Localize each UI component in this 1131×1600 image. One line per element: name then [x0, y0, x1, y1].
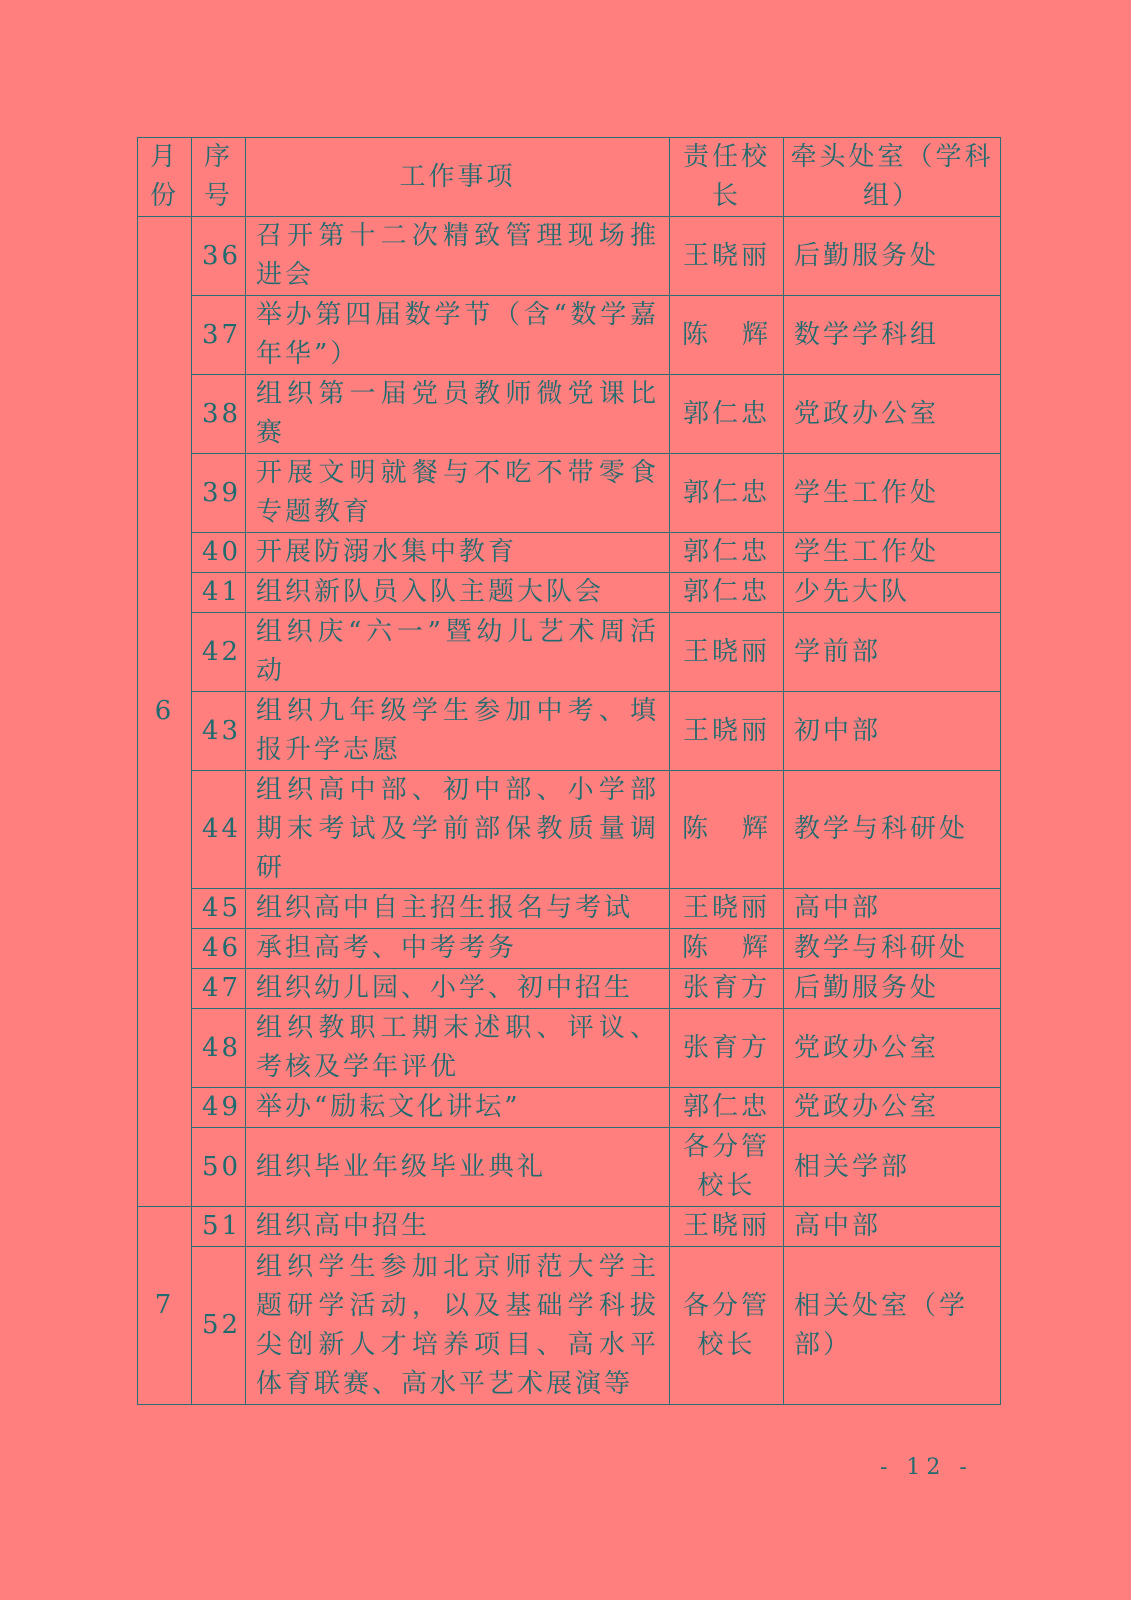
table-row: [138, 1207, 1001, 1247]
dept-cell: 高中部: [784, 889, 1001, 929]
header-dept: 牵头处室（学科组）: [784, 138, 1001, 217]
dept-cell: 教学与科研处: [784, 929, 1001, 969]
seq-cell: 52: [192, 1247, 246, 1405]
seq-cell: 44: [192, 771, 246, 889]
table-row: [138, 1009, 1001, 1088]
dept-cell: 教学与科研处: [784, 771, 1001, 889]
table-row: [138, 613, 1001, 692]
work-schedule-table: [137, 137, 1001, 1405]
principal-cell: 郭仁忠: [670, 1088, 784, 1128]
table-row: [138, 217, 1001, 296]
dept-cell: 少先大队: [784, 573, 1001, 613]
table-row: [138, 969, 1001, 1009]
principal-cell: 王晓丽: [670, 889, 784, 929]
dept-cell: 党政办公室: [784, 1009, 1001, 1088]
seq-cell: 41: [192, 573, 246, 613]
dept-cell: 后勤服务处: [784, 217, 1001, 296]
seq-cell: 37: [192, 296, 246, 375]
seq-cell: 36: [192, 217, 246, 296]
principal-cell: 张育方: [670, 969, 784, 1009]
dept-cell: 初中部: [784, 692, 1001, 771]
dept-cell: 高中部: [784, 1207, 1001, 1247]
task-cell: 组织幼儿园、小学、初中招生: [246, 969, 670, 1009]
principal-cell: 郭仁忠: [670, 375, 784, 454]
dept-cell: 数学学科组: [784, 296, 1001, 375]
task-cell: 组织高中自主招生报名与考试: [246, 889, 670, 929]
task-cell: 组织庆“六一”暨幼儿艺术周活动: [246, 613, 670, 692]
principal-cell: 各分管校长: [670, 1247, 784, 1405]
principal-cell: 张育方: [670, 1009, 784, 1088]
table-row: [138, 1128, 1001, 1207]
task-cell: 开展文明就餐与不吃不带零食专题教育: [246, 454, 670, 533]
table-row: [138, 375, 1001, 454]
principal-cell: 郭仁忠: [670, 533, 784, 573]
header-month: 月份: [138, 138, 192, 217]
table-row: [138, 771, 1001, 889]
task-cell: 组织学生参加北京师范大学主题研学活动，以及基础学科拔尖创新人才培养项目、高水平体育联赛、高水平艺术展演等: [246, 1247, 670, 1405]
table-row: [138, 296, 1001, 375]
task-cell: 承担高考、中考考务: [246, 929, 670, 969]
table-row: [138, 1088, 1001, 1128]
seq-cell: 49: [192, 1088, 246, 1128]
principal-cell: 郭仁忠: [670, 454, 784, 533]
header-principal: 责任校长: [670, 138, 784, 217]
seq-cell: 43: [192, 692, 246, 771]
dept-cell: 后勤服务处: [784, 969, 1001, 1009]
principal-cell: 郭仁忠: [670, 573, 784, 613]
task-cell: 举办第四届数学节（含“数学嘉年华”）: [246, 296, 670, 375]
task-cell: 开展防溺水集中教育: [246, 533, 670, 573]
task-cell: 召开第十二次精致管理现场推进会: [246, 217, 670, 296]
page-number: - 12 -: [880, 1455, 973, 1480]
task-cell: 组织第一届党员教师微党课比赛: [246, 375, 670, 454]
principal-cell: 王晓丽: [670, 613, 784, 692]
table-row: [138, 889, 1001, 929]
task-cell: 组织高中招生: [246, 1207, 670, 1247]
table-row: [138, 692, 1001, 771]
principal-cell: 陈 辉: [670, 929, 784, 969]
table-row: [138, 1247, 1001, 1405]
dept-cell: 相关学部: [784, 1128, 1001, 1207]
seq-cell: 40: [192, 533, 246, 573]
seq-cell: 48: [192, 1009, 246, 1088]
header-seq: 序号: [192, 138, 246, 217]
principal-cell: 陈 辉: [670, 296, 784, 375]
task-cell: 组织毕业年级毕业典礼: [246, 1128, 670, 1207]
task-cell: 组织高中部、初中部、小学部期末考试及学前部保教质量调研: [246, 771, 670, 889]
seq-cell: 38: [192, 375, 246, 454]
seq-cell: 47: [192, 969, 246, 1009]
task-cell: 组织新队员入队主题大队会: [246, 573, 670, 613]
table-row: [138, 929, 1001, 969]
task-cell: 举办“励耘文化讲坛”: [246, 1088, 670, 1128]
table-row: [138, 454, 1001, 533]
month-cell: 6: [138, 217, 192, 1207]
principal-cell: 王晓丽: [670, 1207, 784, 1247]
header-task: 工作事项: [246, 138, 670, 217]
table-row: [138, 533, 1001, 573]
seq-cell: 42: [192, 613, 246, 692]
seq-cell: 45: [192, 889, 246, 929]
task-cell: 组织教职工期末述职、评议、考核及学年评优: [246, 1009, 670, 1088]
principal-cell: 陈 辉: [670, 771, 784, 889]
seq-cell: 39: [192, 454, 246, 533]
dept-cell: 学生工作处: [784, 454, 1001, 533]
month-cell: 7: [138, 1207, 192, 1405]
table-row: [138, 573, 1001, 613]
table-header-row: [138, 138, 1001, 217]
seq-cell: 50: [192, 1128, 246, 1207]
principal-cell: 王晓丽: [670, 217, 784, 296]
dept-cell: 学生工作处: [784, 533, 1001, 573]
seq-cell: 46: [192, 929, 246, 969]
principal-cell: 王晓丽: [670, 692, 784, 771]
dept-cell: 相关处室（学部）: [784, 1247, 1001, 1405]
seq-cell: 51: [192, 1207, 246, 1247]
dept-cell: 党政办公室: [784, 375, 1001, 454]
dept-cell: 学前部: [784, 613, 1001, 692]
principal-cell: 各分管校长: [670, 1128, 784, 1207]
task-cell: 组织九年级学生参加中考、填报升学志愿: [246, 692, 670, 771]
dept-cell: 党政办公室: [784, 1088, 1001, 1128]
